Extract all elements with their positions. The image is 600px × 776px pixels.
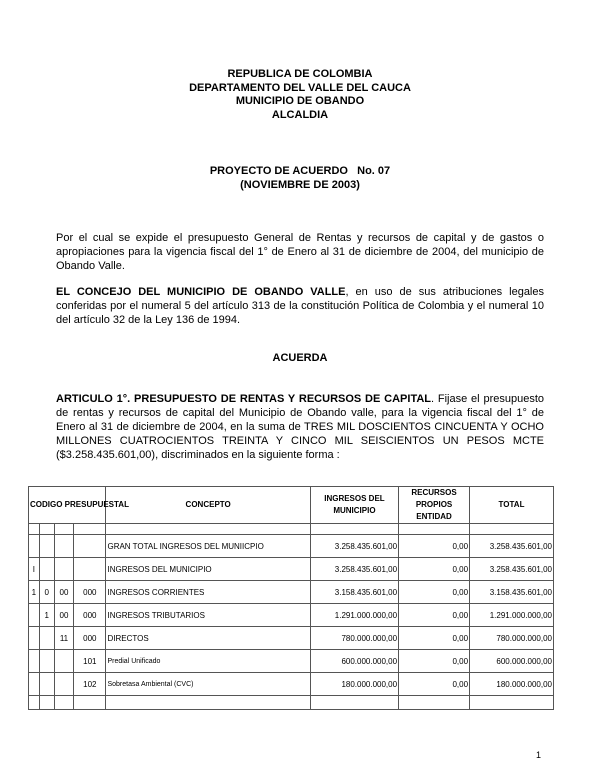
table-header-row bbox=[29, 487, 554, 524]
table-spacer-row bbox=[29, 524, 554, 535]
code-level-4 bbox=[74, 558, 106, 581]
total-cell: 780.000.000,00 bbox=[470, 627, 554, 650]
concept-cell: INGRESOS CORRIENTES bbox=[106, 581, 310, 604]
ingresos-cell: 3.158.435.601,00 bbox=[310, 581, 398, 604]
total-cell: 3.258.435.601,00 bbox=[470, 535, 554, 558]
ingresos-cell: 3.258.435.601,00 bbox=[310, 535, 398, 558]
recursos-cell: 0,00 bbox=[399, 535, 470, 558]
table-row bbox=[29, 627, 554, 650]
articulo-text: . Fijase el presupuesto de rentas y recursos de capital del Municipio de Obando valle, para la vigencia fiscal del 1° de Enero al 31 de diciembre de 2004, en la suma de TRES MIL DOSCIENTOS CINCUENTA Y OCHO MILLONES CUATROCIENTOS TREINTA Y CINCO MIL SEISCIENTOS UN PESOS MCTE ($3.258.435.601,00), discriminados en la siguiente forma : bbox=[56, 393, 544, 461]
code-level-1 bbox=[29, 535, 40, 558]
concejo-paragraph bbox=[56, 285, 544, 327]
code-level-1 bbox=[29, 673, 40, 696]
articulo-paragraph bbox=[56, 392, 544, 462]
header-municipality: MUNICIPIO DE OBANDO bbox=[235, 95, 365, 107]
code-level-3 bbox=[54, 535, 73, 558]
code-level-4: 101 bbox=[74, 650, 106, 673]
project-title: PROYECTO DE ACUERDO No. 07 bbox=[209, 165, 391, 177]
header-total: TOTAL bbox=[470, 487, 554, 524]
ingresos-cell: 3.258.435.601,00 bbox=[310, 558, 398, 581]
ingresos-cell: 600.000.000,00 bbox=[310, 650, 398, 673]
code-level-1 bbox=[29, 650, 40, 673]
code-level-2: 0 bbox=[39, 581, 54, 604]
code-level-2 bbox=[39, 673, 54, 696]
recursos-cell: 0,00 bbox=[399, 627, 470, 650]
concept-cell: DIRECTOS bbox=[106, 627, 310, 650]
project-date: (NOVIEMBRE DE 2003) bbox=[240, 179, 360, 191]
document-header bbox=[0, 68, 600, 122]
total-cell: 600.000.000,00 bbox=[470, 650, 554, 673]
table-row bbox=[29, 604, 554, 627]
code-level-3 bbox=[54, 650, 73, 673]
recursos-cell: 0,00 bbox=[399, 581, 470, 604]
articulo-bold: ARTICULO 1°. PRESUPUESTO DE RENTAS Y RECURSOS DE CAPITAL bbox=[56, 393, 432, 405]
code-level-3 bbox=[54, 673, 73, 696]
code-level-4 bbox=[74, 535, 106, 558]
concept-cell: INGRESOS DEL MUNICIPIO bbox=[106, 558, 310, 581]
concept-cell: GRAN TOTAL INGRESOS DEL MUNIICPIO bbox=[106, 535, 310, 558]
recursos-cell: 0,00 bbox=[399, 604, 470, 627]
header-ingresos: INGRESOS DEL MUNICIPIO bbox=[310, 487, 398, 524]
concept-cell: Predial Unificado bbox=[106, 650, 310, 673]
total-cell: 1.291.000.000,00 bbox=[470, 604, 554, 627]
code-level-1: 1 bbox=[29, 581, 40, 604]
total-cell: 3.258.435.601,00 bbox=[470, 558, 554, 581]
page-number: 1 bbox=[536, 750, 542, 760]
code-level-2 bbox=[39, 535, 54, 558]
header-country: REPUBLICA DE COLOMBIA bbox=[227, 68, 373, 80]
total-cell: 3.158.435.601,00 bbox=[470, 581, 554, 604]
concejo-text: , en uso de sus atribuciones legales conferidas por el numeral 5 del artículo 313 de la constitución Política de Colombia y el numeral 10 del artículo 32 de la Ley 136 de 1994. bbox=[56, 286, 544, 326]
budget-table bbox=[28, 486, 554, 710]
code-level-1 bbox=[29, 604, 40, 627]
intro-paragraph: Por el cual se expide el presupuesto General de Rentas y recursos de capital y de gastos o apropiaciones para la vigencia fiscal del 1° de Enero al 31 de diciembre de 2004, del municipio de Obando Valle. bbox=[56, 232, 544, 272]
ingresos-cell: 180.000.000,00 bbox=[310, 673, 398, 696]
table-trailing-row bbox=[29, 696, 554, 710]
code-level-3: 11 bbox=[54, 627, 73, 650]
code-level-3: 00 bbox=[54, 581, 73, 604]
total-cell: 180.000.000,00 bbox=[470, 673, 554, 696]
code-level-1: I bbox=[29, 558, 40, 581]
code-level-4: 000 bbox=[74, 604, 106, 627]
header-concepto: CONCEPTO bbox=[106, 487, 310, 524]
code-level-1 bbox=[29, 627, 40, 650]
concejo-bold: EL CONCEJO DEL MUNICIPIO DE OBANDO VALLE bbox=[56, 286, 346, 298]
recursos-cell: 0,00 bbox=[399, 673, 470, 696]
code-level-4: 000 bbox=[74, 627, 106, 650]
table-row bbox=[29, 673, 554, 696]
table-row bbox=[29, 535, 554, 558]
code-level-2 bbox=[39, 558, 54, 581]
code-level-2 bbox=[39, 627, 54, 650]
header-department: DEPARTAMENTO DEL VALLE DEL CAUCA bbox=[189, 81, 411, 94]
code-level-4: 102 bbox=[74, 673, 106, 696]
header-office: ALCALDIA bbox=[271, 108, 329, 121]
code-level-2 bbox=[39, 650, 54, 673]
budget-table-body bbox=[29, 535, 554, 696]
table-row bbox=[29, 558, 554, 581]
ingresos-cell: 1.291.000.000,00 bbox=[310, 604, 398, 627]
recursos-cell: 0,00 bbox=[399, 558, 470, 581]
code-level-2: 1 bbox=[39, 604, 54, 627]
concept-cell: INGRESOS TRIBUTARIOS bbox=[106, 604, 310, 627]
ingresos-cell: 780.000.000,00 bbox=[310, 627, 398, 650]
acuerda-heading: ACUERDA bbox=[272, 352, 328, 364]
header-codigo: CODIGO PRESUPUESTAL bbox=[29, 487, 106, 524]
table-row bbox=[29, 581, 554, 604]
header-recursos: RECURSOS PROPIOS ENTIDAD bbox=[399, 487, 470, 524]
code-level-3: 00 bbox=[54, 604, 73, 627]
recursos-cell: 0,00 bbox=[399, 650, 470, 673]
code-level-3 bbox=[54, 558, 73, 581]
project-title-block bbox=[0, 164, 600, 192]
table-row bbox=[29, 650, 554, 673]
code-level-4: 000 bbox=[74, 581, 106, 604]
concept-cell: Sobretasa Ambiental (CVC) bbox=[106, 673, 310, 696]
